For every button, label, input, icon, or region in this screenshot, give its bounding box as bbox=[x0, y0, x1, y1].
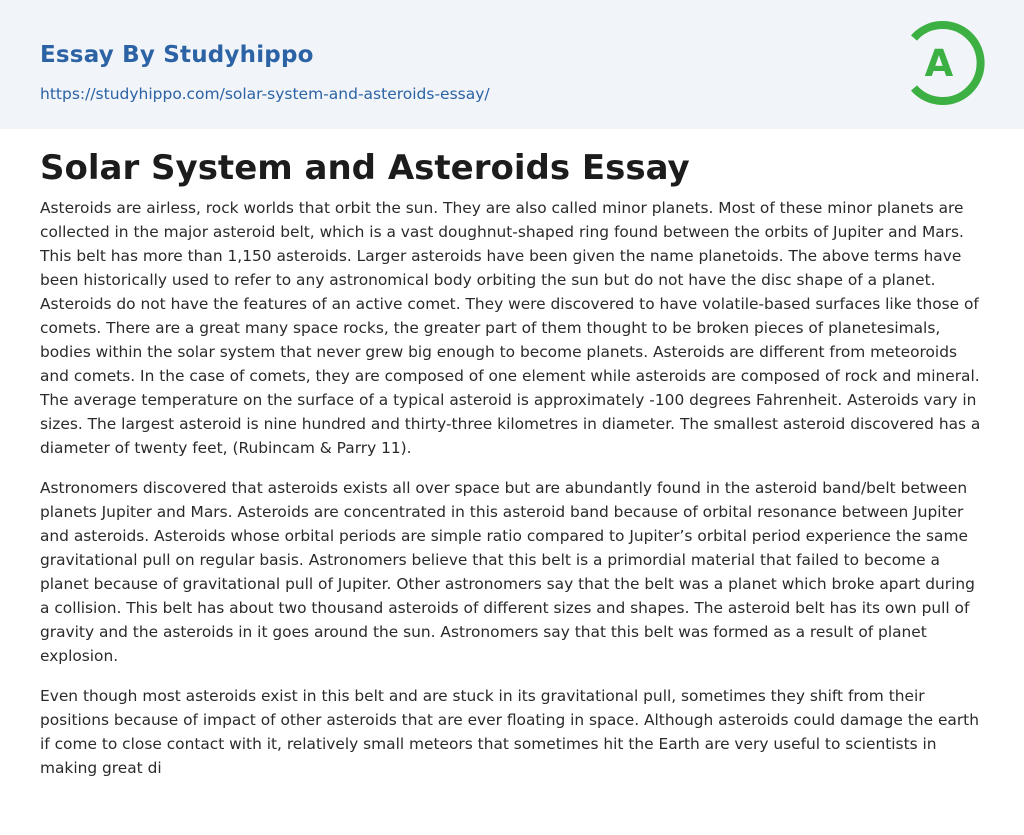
brand-title[interactable]: Essay By Studyhippo bbox=[40, 42, 314, 68]
site-header bbox=[0, 0, 1024, 129]
logo-letter: A bbox=[924, 42, 954, 85]
article-paragraph-3: Even though most asteroids exist in this belt and are stuck in its gravitational pull, sometimes they shift from their positions because of impact of other asteroids that are ever floating in space. Although asteroids could damage the earth if come to close contact with it, relatively small meteors that sometimes hit the Earth are very useful to scientists in making great di bbox=[40, 687, 979, 777]
page-title: Solar System and Asteroids Essay bbox=[40, 148, 690, 188]
article bbox=[0, 129, 1024, 780]
essay-url-link[interactable]: https://studyhippo.com/solar-system-and-asteroids-essay/ bbox=[40, 85, 490, 103]
article-paragraph-2: Astronomers discovered that asteroids exists all over space but are abundantly found in the asteroid band/belt between planets Jupiter and Mars. Asteroids are concentrated in this asteroid band because of orbital resonance between Jupiter and asteroids. Asteroids whose orbital periods are simple ratio compared to Jupiter’s orbital period experience the same gravitational pull on regular basis. Astronomers believe that this belt is a primordial material that failed to become a planet because of gravitational pull of Jupiter. Other astronomers say that the belt was a planet which broke apart during a collision. This belt has about two thousand asteroids of different sizes and shapes. The asteroid belt has its own pull of gravity and the asteroids in it goes around the sun. Astronomers say that this belt was formed as a result of planet explosion. bbox=[40, 479, 975, 665]
article-paragraph-1: Asteroids are airless, rock worlds that orbit the sun. They are also called minor planets. Most of these minor planets are collected in the major asteroid belt, which is a vast doughnut-shaped ring found between the orbits of Jupiter and Mars. This belt has more than 1,150 asteroids. Larger asteroids have been given the name planetoids. The above terms have been historically used to refer to any astronomical body orbiting the sun but do not have the disc shape of a planet. Asteroids do not have the features of an active comet. They were discovered to have volatile-based surfaces like those of comets. There are a great many space rocks, the greater part of them thought to be broken pieces of planetesimals, bodies within the solar system that never grew big enough to become planets. Asteroids are different from meteoroids and comets. In the case of comets, they are composed of one element while asteroids are composed of rock and mineral. The average temperature on the surface of a typical asteroid is approximately -100 degrees Fahrenheit. Asteroids vary in sizes. The largest asteroid is nine hundred and thirty-three kilometres in diameter. The smallest asteroid discovered has a diameter of twenty feet, (Rubincam & Parry 11). bbox=[40, 199, 981, 457]
studyhippo-logo-icon[interactable] bbox=[900, 18, 990, 108]
